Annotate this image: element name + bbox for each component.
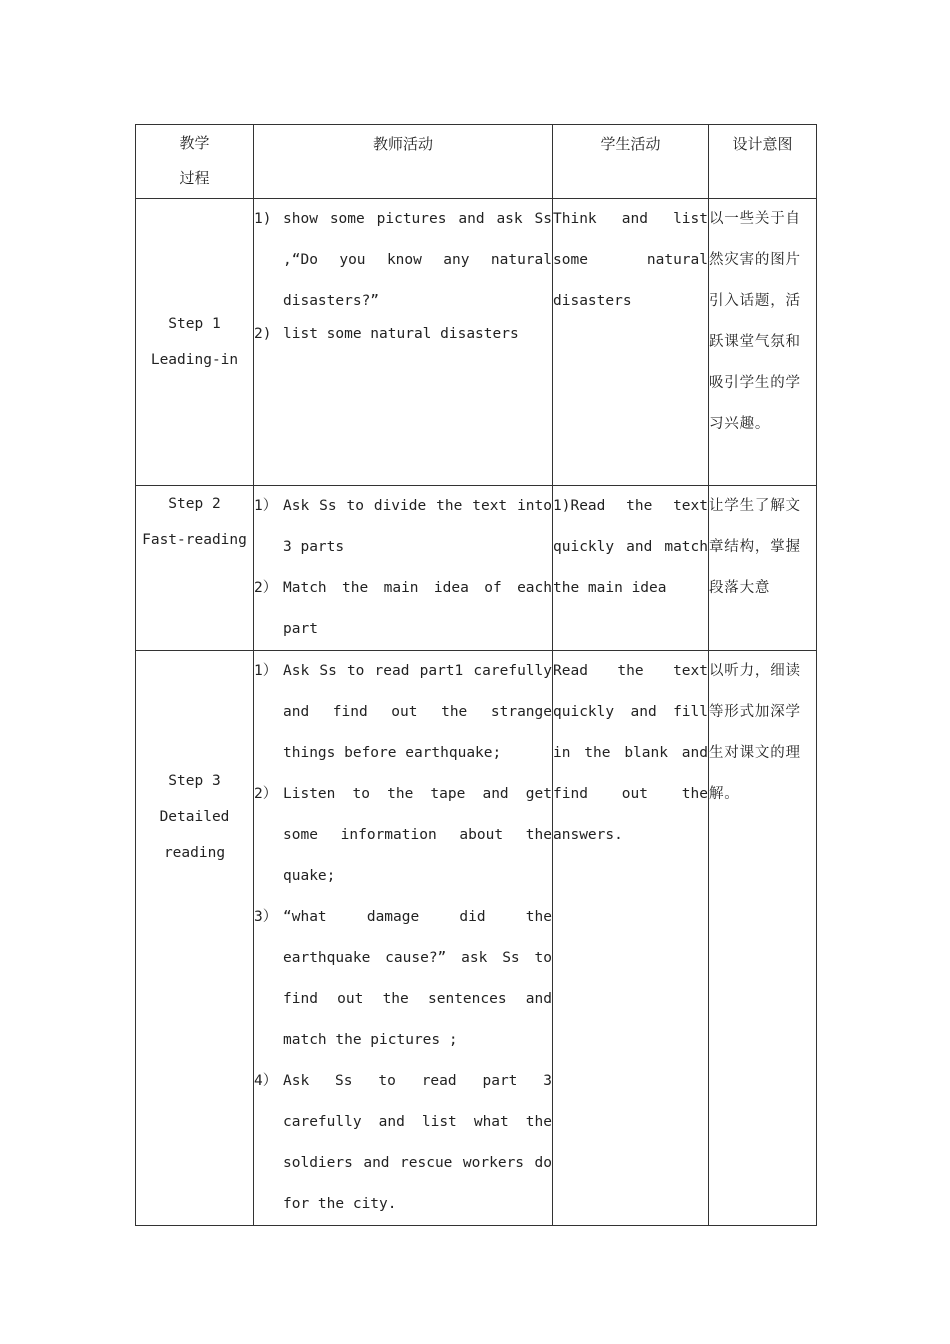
table-row bbox=[136, 486, 817, 651]
list-item: 1) show some pictures and ask Ss ,“Do you know any natural disasters?” bbox=[254, 211, 552, 309]
header-design: 设计意图 bbox=[709, 125, 817, 199]
teacher-activity-cell bbox=[254, 199, 553, 486]
design-intent-cell: 以一些关于自然灾害的图片引入话题，活跃课堂气氛和吸引学生的学习兴趣。 bbox=[709, 199, 817, 486]
step-cell bbox=[136, 199, 254, 486]
lesson-plan-table bbox=[135, 124, 817, 1226]
student-activity-cell: Read the text quickly and fill in the blank and find out the answers. bbox=[553, 651, 709, 1226]
step-cell bbox=[136, 486, 254, 651]
list-item: 4） Ask Ss to read part 3 carefully and list what the soldiers and rescue workers do for the city. bbox=[254, 1073, 552, 1212]
step-cell bbox=[136, 651, 254, 1226]
table-row bbox=[136, 651, 817, 1226]
header-process-line1: 教学 bbox=[179, 134, 210, 152]
header-student: 学生活动 bbox=[553, 125, 709, 199]
list-item: 2） Listen to the tape and get some information about the quake; bbox=[254, 786, 552, 884]
teacher-activity-cell bbox=[254, 486, 553, 651]
list-item: 1） Ask Ss to read part1 carefully and find out the strange things before earthquake; bbox=[254, 663, 552, 761]
student-activity-cell: Think and list some natural disasters bbox=[553, 199, 709, 486]
step-name: Fast-reading bbox=[142, 532, 247, 548]
step-label: Step 1 bbox=[168, 316, 221, 332]
list-item: 2) list some natural disasters bbox=[254, 326, 519, 342]
header-process bbox=[136, 125, 254, 199]
design-intent-cell: 以听力，细读等形式加深学生对课文的理解。 bbox=[709, 651, 817, 1226]
step-name: Detailed bbox=[159, 809, 230, 825]
step-name-line2: reading bbox=[163, 845, 226, 861]
step-label: Step 2 bbox=[168, 496, 221, 512]
step-name: Leading-in bbox=[150, 352, 239, 368]
table-row bbox=[136, 199, 817, 486]
list-item: 2） Match the main idea of each part bbox=[254, 580, 552, 637]
teacher-activity-cell bbox=[254, 651, 553, 1226]
list-item: 3） “what damage did the earthquake cause?” ask Ss to find out the sentences and match the pictures ; bbox=[254, 909, 552, 1048]
student-activity-cell: 1)Read the text quickly and match the main idea bbox=[553, 486, 709, 651]
header-process-line2: 过程 bbox=[179, 169, 210, 187]
header-row bbox=[136, 125, 817, 199]
header-teacher: 教师活动 bbox=[254, 125, 553, 199]
design-intent-cell: 让学生了解文章结构，掌握段落大意 bbox=[709, 486, 817, 651]
list-item: 1） Ask Ss to divide the text into 3 parts bbox=[254, 498, 552, 555]
step-label: Step 3 bbox=[168, 773, 221, 789]
